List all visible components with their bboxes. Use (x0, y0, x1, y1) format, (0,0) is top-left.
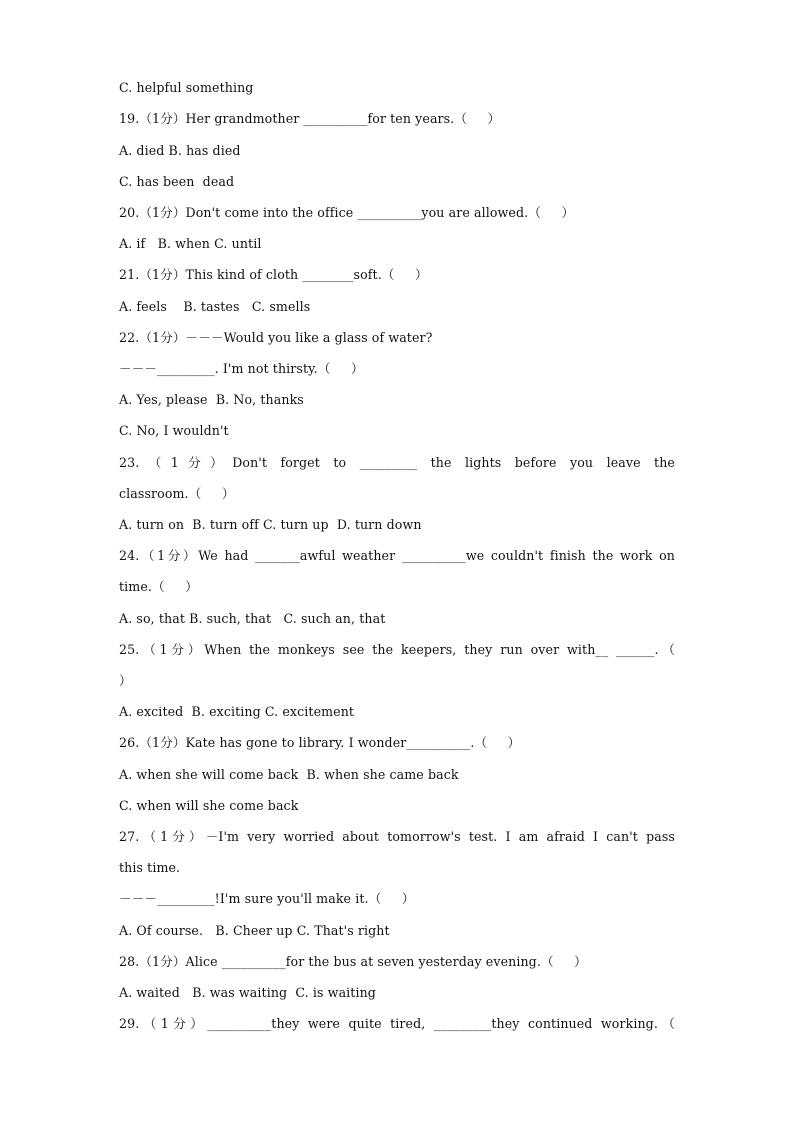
question-27: 27.（1分）－I'm very worried about tomorrow's test. I am afraid I can't pass (119, 829, 675, 844)
question-24: 24.（1分）We had _______awful weather __________we couldn't finish the work on (119, 548, 675, 563)
question-23: 23.（1分）Don't forget to _________ the lights before you leave the (119, 455, 675, 470)
options-24: A. so, that B. such, that C. such an, that (119, 611, 386, 626)
question-22-response: －－－_________. I'm not thirsty.（ ） (119, 361, 364, 376)
options-19-a-b: A. died B. has died (119, 143, 241, 158)
question-21: 21.（1分）This kind of cloth ________soft.（ ） (119, 267, 428, 282)
question-25-continued: ） (119, 673, 132, 688)
question-29: 29.（1分）__________they were quite tired, _________they continued working.（ (119, 1016, 675, 1031)
options-19-c: C. has been dead (119, 174, 235, 189)
options-22-c: C. No, I wouldn't (119, 423, 229, 438)
question-26: 26.（1分）Kate has gone to library. I wonder__________.（ ） (119, 735, 521, 750)
question-28: 28.（1分）Alice __________for the bus at seven yesterday evening.（ ） (119, 954, 587, 969)
options-20: A. if B. when C. until (119, 236, 262, 251)
options-28: A. waited B. was waiting C. is waiting (119, 985, 376, 1000)
options-21: A. feels B. tastes C. smells (119, 299, 311, 314)
question-25: 25.（1分）When the monkeys see the keepers, they run over with__ ______.（ (119, 642, 675, 657)
options-23: A. turn on B. turn off C. turn up D. turn down (119, 517, 422, 532)
question-23-continued: classroom.（ ） (119, 486, 235, 501)
options-22-a-b: A. Yes, please B. No, thanks (119, 392, 304, 407)
question-27-response: －－－_________!I'm sure you'll make it.（ ） (119, 891, 415, 906)
text-line: C. helpful something (119, 80, 254, 95)
question-24-continued: time.（ ） (119, 579, 198, 594)
question-22: 22.（1分）－－－Would you like a glass of water? (119, 330, 433, 345)
question-19: 19.（1分）Her grandmother __________for ten years.（ ） (119, 111, 501, 126)
options-26-c: C. when will she come back (119, 798, 299, 813)
question-27-continued: this time. (119, 860, 181, 875)
options-26-a-b: A. when she will come back B. when she came back (119, 767, 459, 782)
options-27: A. Of course. B. Cheer up C. That's right (119, 923, 390, 938)
question-20: 20.（1分）Don't come into the office __________you are allowed.（ ） (119, 205, 575, 220)
options-25: A. excited B. exciting C. excitement (119, 704, 355, 719)
